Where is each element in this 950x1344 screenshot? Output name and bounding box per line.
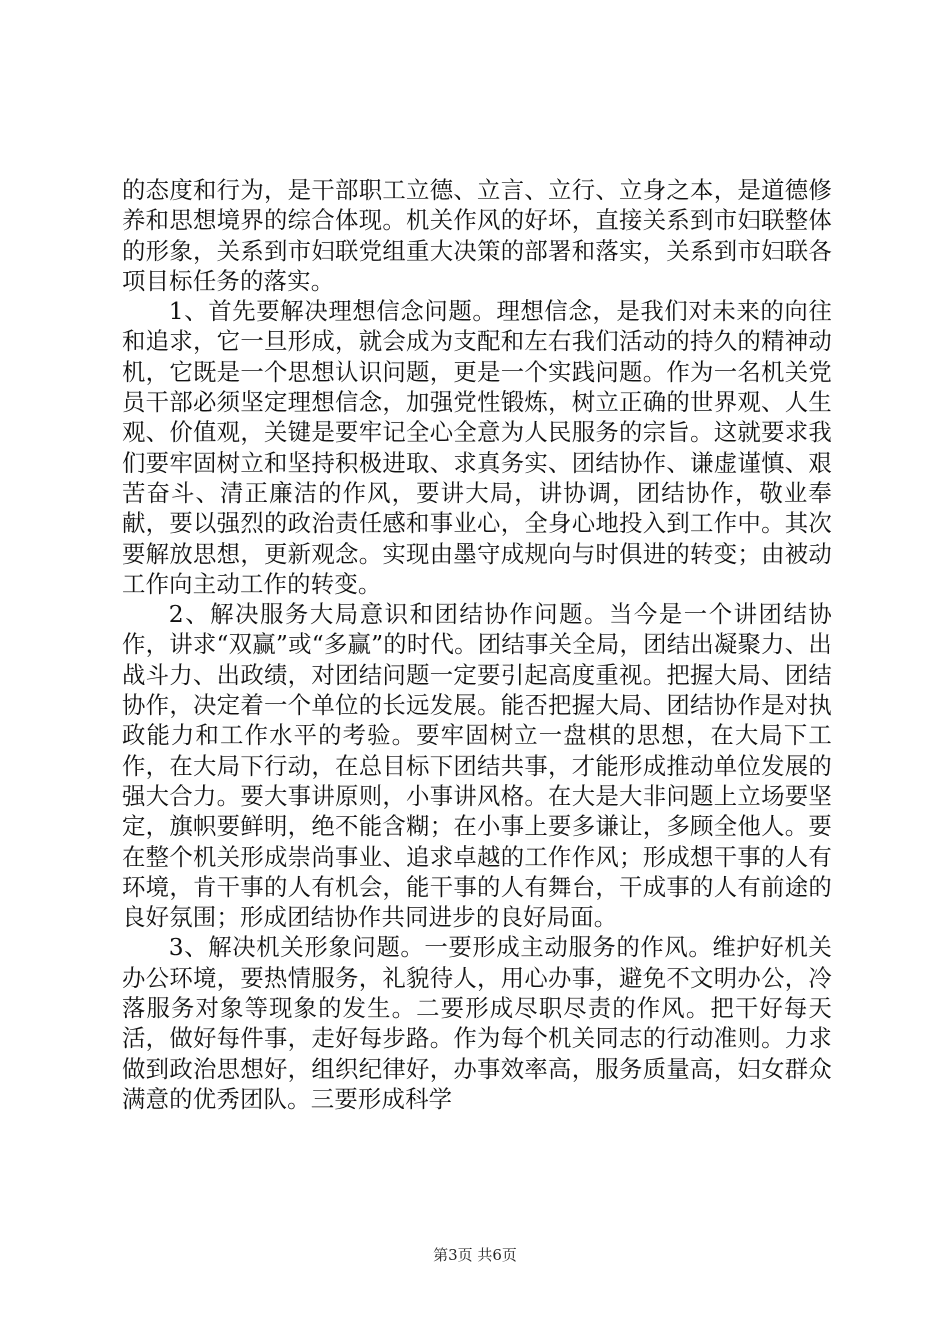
- page-number-footer: 第3页 共6页: [433, 1246, 517, 1264]
- paragraph-ideals-beliefs: 1、首先要解决理想信念问题。理想信念，是我们对未来的向往和追求，它一旦形成，就会成为支配和左右我们活动的持久的精神动机，它既是一个思想认识问题，更是一个实践问题。作为一名机关党员干部必须坚定理想信念，加强党性锻炼，树立正确的世界观、人生观、价值观，关键是要牢记全心全意为人民服务的宗旨。这就要求我们要牢固树立和坚持积极进取、求真务实、团结协作、谦虚谨慎、艰苦奋斗、清正廉洁的作风，要讲大局，讲协调，团结协作，敬业奉献，要以强烈的政治责任感和事业心，全身心地投入到工作中。其次要解放思想，更新观念。实现由墨守成规向与时俱进的转变；由被动工作向主动工作的转变。: [122, 297, 832, 598]
- paragraph-continuation: 的态度和行为，是干部职工立德、立言、立行、立身之本，是道德修养和思想境界的综合体现。机关作风的好坏，直接关系到市妇联整体的形象，关系到市妇联党组重大决策的部署和落实，关系到市妇联各项目标任务的落实。: [122, 176, 832, 295]
- paragraph-teamwork: 2、解决服务大局意识和团结协作问题。当今是一个讲团结协作，讲求“双赢”或“多赢”的时代。团结事关全局，团结出凝聚力、出战斗力、出政绩，对团结问题一定要引起高度重视。把握大局、团结协作，决定着一个单位的长远发展。能否把握大局、团结协作是对执政能力和工作水平的考验。要牢固树立一盘棋的思想，在大局下工作，在大局下行动，在总目标下团结共事，才能形成推动单位发展的强大合力。要大事讲原则，小事讲风格。在大是大非问题上立场要坚定，旗帜要鲜明，绝不能含糊；在小事上要多谦让，多顾全他人。要在整个机关形成崇尚事业、追求卓越的工作作风；形成想干事的人有环境，肯干事的人有机会，能干事的人有舞台，干成事的人有前途的良好氛围；形成团结协作共同进步的良好局面。: [122, 600, 832, 932]
- document-body: [122, 175, 832, 1114]
- paragraph-office-image: 3、解决机关形象问题。一要形成主动服务的作风。维护好机关办公环境，要热情服务，礼貌待人，用心办事，避免不文明办公，冷落服务对象等现象的发生。二要形成尽职尽责的作风。把干好每天活，做好每件事，走好每步路。作为每个机关同志的行动准则。力求做到政治思想好，组织纪律好，办事效率高，服务质量高，妇女群众满意的优秀团队。三要形成科学: [122, 933, 832, 1113]
